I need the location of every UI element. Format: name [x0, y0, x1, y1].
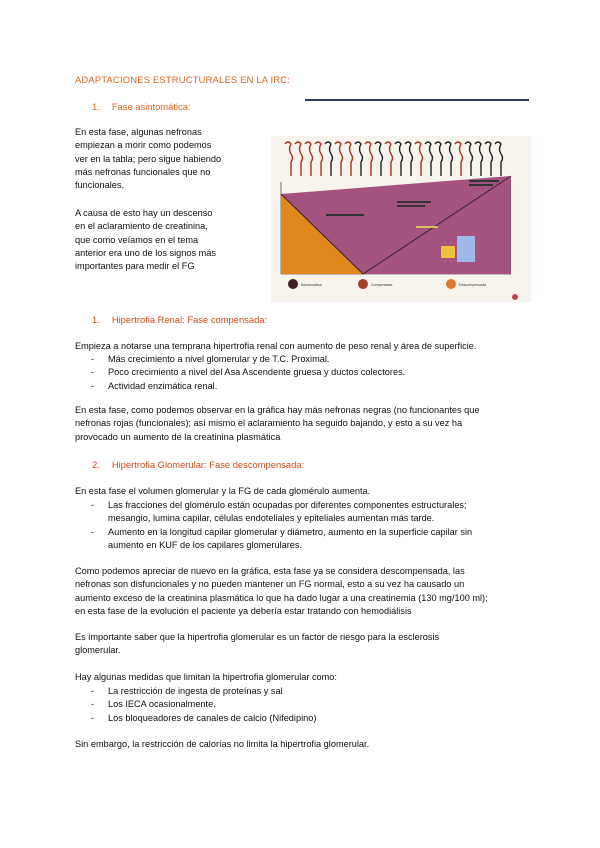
document-title: ADAPTACIONES ESTRUCTURALES EN LA IRC:: [75, 74, 291, 85]
section-heading-asintomatica: [92, 100, 191, 113]
list-item: - Los IECA ocasionalmente.: [75, 698, 527, 711]
closing-paragraph: Sin embargo, la restricción de calorías no limita la hipertrofia glomerular.: [75, 739, 370, 749]
compensada-paragraph: [75, 404, 527, 444]
text-line: mesangio, lumina capilar, células endoteliales y epiteliales aumentan más tarde.: [108, 513, 435, 524]
list-item: - Los bloqueadores de canales de calcio (Nifedipino): [75, 712, 527, 725]
section-heading-text: Hipertrofia Renal: Fase compensada:: [111, 314, 268, 325]
descompensada-paragraph-1: [75, 565, 527, 618]
descompensada-intro: En esta fase el volumen glomerular y la FG de cada glomérulo aumenta.: [75, 486, 371, 496]
text-line: más nefronas funcionales que no: [75, 166, 211, 177]
text-line: Como podemos apreciar de nuevo en la gráfica, esta fase ya se considera descompensada, las: [75, 566, 465, 576]
list-item: - Actividad enzimática renal.: [75, 380, 527, 393]
list-item: - Poco crecimiento a nivel del Asa Ascendente gruesa y ductos colectores.: [75, 366, 527, 379]
text-line: aumento en KUF de los capilares glomerulares.: [108, 539, 303, 550]
section-heading-text: Hipertrofia Glomerular: Fase descompensada:: [111, 459, 305, 470]
text-line: nefronas son disfuncionales y no pueden mantener un FG normal, esto a su vez ha causado un: [75, 579, 465, 590]
nephron-stages-image: [271, 136, 531, 302]
descompensada-bullet-list: [75, 499, 527, 552]
descompensada-paragraph-3: Hay algunas medidas que limitan la hipertrofia glomerular como:: [75, 672, 337, 682]
text-line: en el aclaramiento de creatinina,: [75, 221, 208, 232]
text-line: aumento exceso de la creatinina plasmática lo que ha dado lugar a una creatinemia (130 mg/100 ml);: [75, 592, 488, 603]
legend-label-compensada: Compensada: [371, 283, 393, 287]
text-line: importantes para medir el FG: [75, 261, 195, 272]
list-item: - Más crecimiento a nivel glomerular y de T.C. Proximal.: [75, 353, 527, 366]
text-line: - Aumento en la longitud capilar glomerular y diámetro, aumento en la superficie capilar sin: [108, 526, 473, 537]
text-line: que como veíamos en el tema: [75, 234, 199, 245]
compensada-bullet-list: [75, 353, 527, 393]
text-line: funcionales.: [75, 180, 125, 191]
section-heading-compensada: [92, 313, 267, 326]
section-heading-text: Fase asintomática:: [111, 101, 191, 112]
text-line: nefronas rojas (funcionales); así mismo el aclaramiento ha seguido bajando, y esto a su vez ha: [75, 418, 463, 429]
text-line: Es importante saber que la hipertrofia glomerular es un factor de riesgo para la esclerosis: [75, 632, 440, 642]
section-number: 1.: [92, 101, 100, 112]
legend-label-asintomatica: Asintomática: [301, 283, 322, 287]
compensada-intro: Empieza a notarse una temprana hipertrofia renal con aumento de peso renal y área de superficie.: [75, 341, 477, 351]
section-number: 1.: [92, 314, 100, 325]
asintomatica-paragraph-2: [75, 207, 275, 273]
text-line: ver en la tabla; pero sigue habiendo: [75, 153, 222, 164]
text-line: provocado un aumento de la creatinina plasmática: [75, 431, 281, 442]
legend-label-descompensada: Descompensada: [459, 283, 486, 287]
list-item: [75, 526, 527, 553]
nephron-stages-figure: [271, 136, 531, 302]
section-number: 2.: [92, 459, 100, 470]
text-line: A causa de esto hay un descenso: [75, 208, 213, 218]
list-item: - La restricción de ingesta de proteínas y sal: [75, 685, 527, 698]
text-line: en esta fase de la evolución el paciente ya debería estar tratando con hemodiálisis: [75, 605, 412, 616]
text-line: glomerular.: [75, 645, 121, 656]
heading-rule: [305, 99, 529, 101]
text-line: En esta fase, algunas nefronas: [75, 127, 202, 137]
text-line: En esta fase, como podemos observar en la gráfica hay más nefronas negras (no funcionantes que: [75, 405, 480, 415]
text-line: anterior era uno de los signos más: [75, 247, 216, 258]
text-line: - Las fracciones del glomérulo están ocupadas por diferentes componentes estructurales;: [108, 500, 467, 510]
descompensada-paragraph-2: [75, 631, 527, 658]
measures-list: [75, 685, 527, 725]
section-heading-descompensada: [92, 458, 304, 471]
list-item: [75, 499, 527, 526]
asintomatica-paragraph-1: [75, 126, 275, 192]
text-line: empiezan a morir como podemos: [75, 140, 212, 151]
